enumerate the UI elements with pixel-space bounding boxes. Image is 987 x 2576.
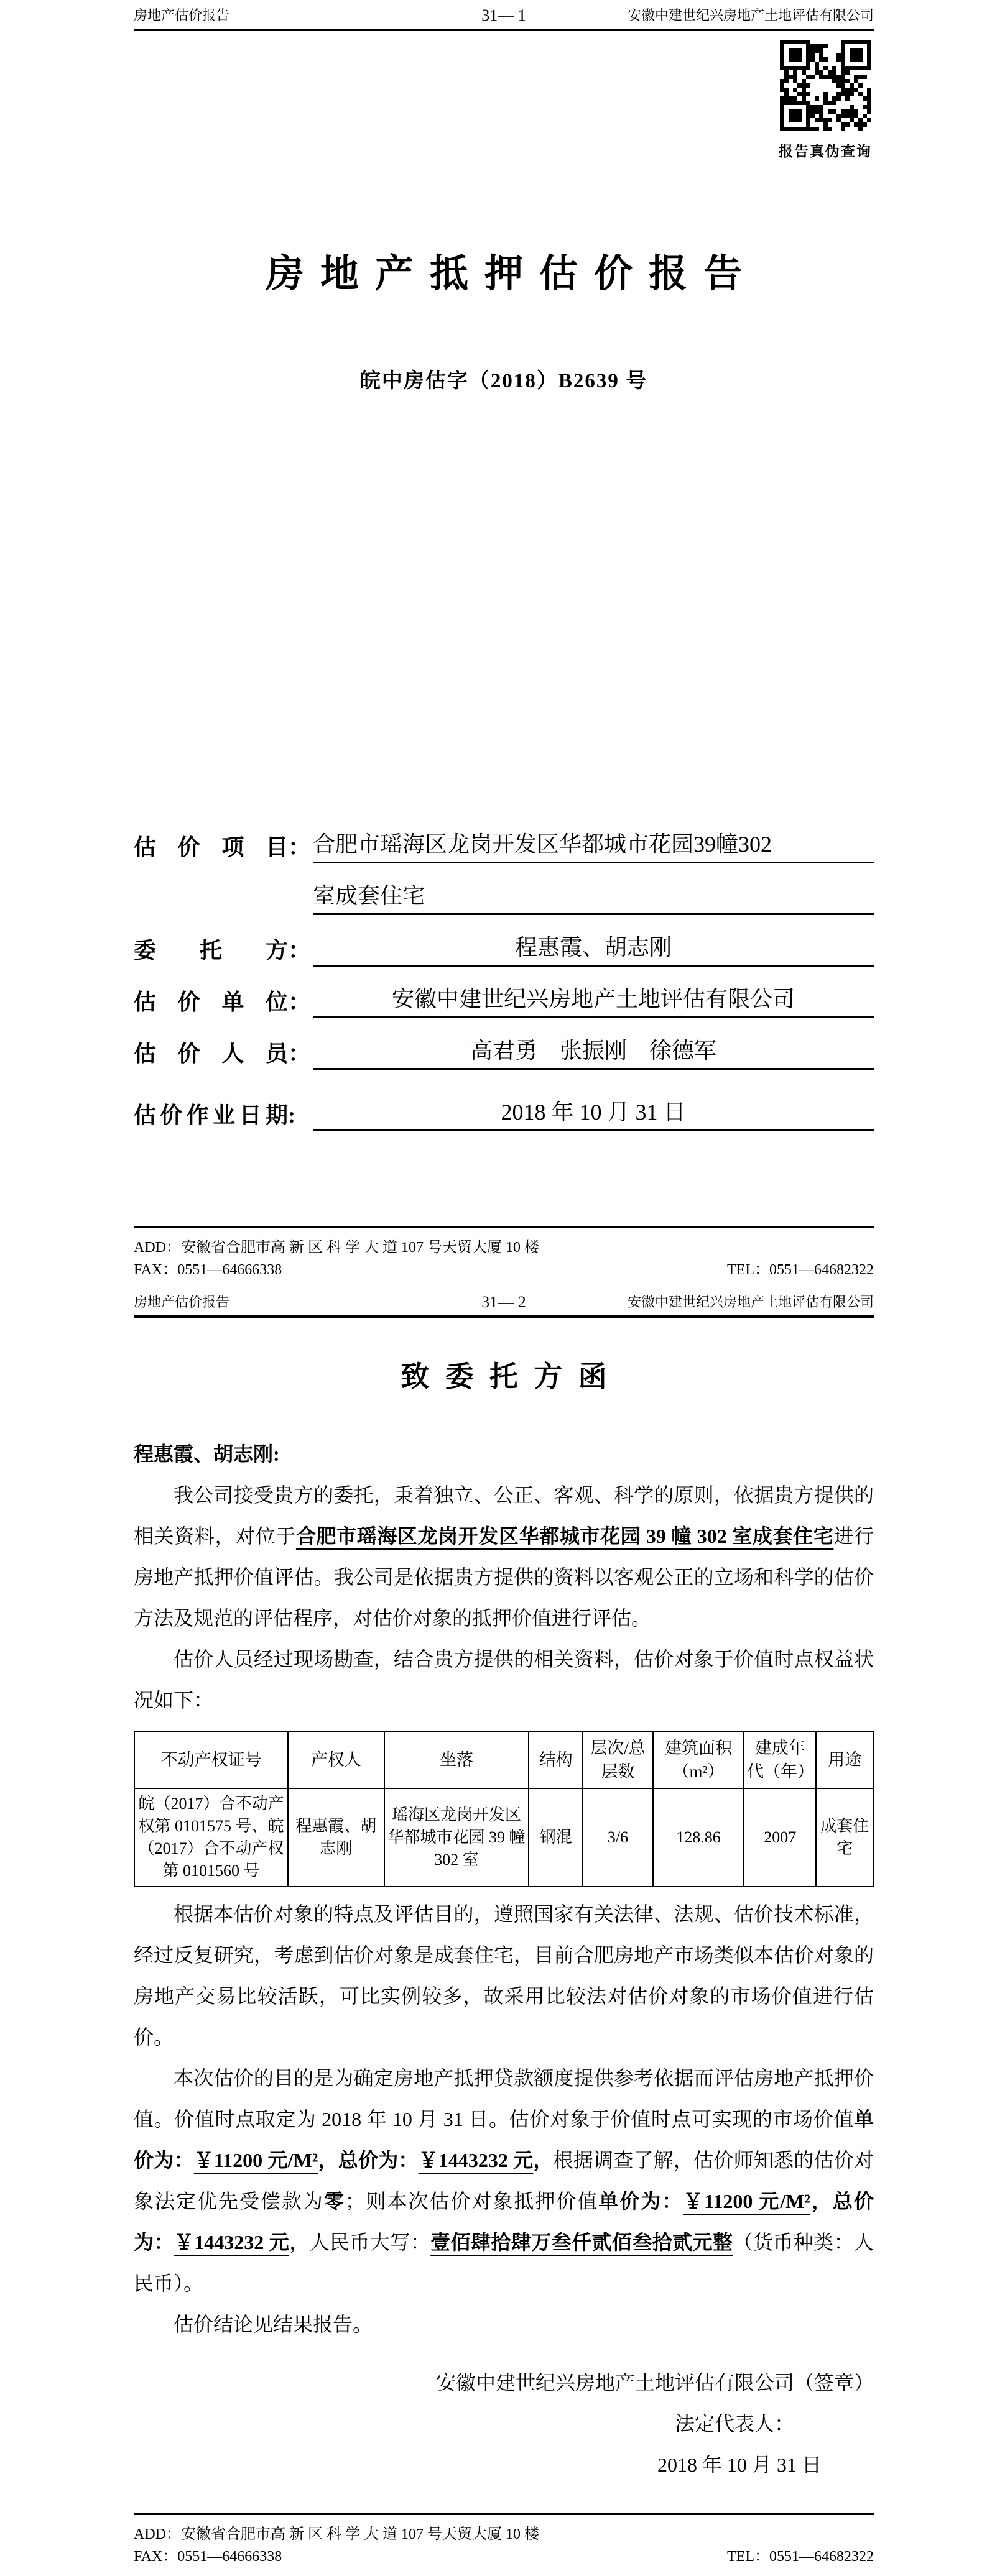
text-segment: ，人民币大写：: [289, 2231, 431, 2253]
table-cell: 2007: [744, 1788, 816, 1887]
qr-caption: 报告真伪查询: [779, 144, 872, 159]
text-segment: 单价为：: [598, 2190, 683, 2212]
field-label: 估价项目: [134, 835, 288, 860]
table-header-cell: 结构: [529, 1731, 583, 1788]
table-cell: 程惠霞、胡志刚: [288, 1788, 384, 1887]
field-label: 估价人员: [134, 1041, 288, 1066]
report-verification-qr: [776, 40, 874, 160]
table-header-cell: 用途: [816, 1731, 873, 1788]
field-colon: :: [288, 1103, 295, 1128]
text-segment: ；则本次估价对象抵押价值: [345, 2190, 599, 2212]
field-label: 估价单位: [134, 990, 288, 1014]
text-segment: ，: [533, 2149, 554, 2171]
table-header-cell: 产权人: [288, 1731, 384, 1788]
signature-block: [134, 2362, 874, 2485]
header-doc-type: 房地产估价报告: [134, 1294, 230, 1310]
field-colon: ：: [288, 938, 311, 963]
letter-salutation: 程惠霞、胡志刚:: [134, 1443, 280, 1465]
field-label: 估价作业日期: [134, 1103, 288, 1128]
cover-field-row: [134, 1034, 874, 1070]
cover-field-row: [134, 1096, 874, 1131]
footer-fax: FAX：0551—64666338: [134, 1262, 282, 1278]
paragraph: [134, 1639, 874, 1721]
signature-legal-rep: 法定代表人：: [674, 2413, 794, 2435]
footer-address: ADD：安徽省合肥市高 新 区 科 学 大 道 107 号天贸大厦 10 楼: [134, 1240, 539, 1256]
text-segment: ￥1443232 元: [418, 2149, 534, 2171]
field-value: 程惠霞、胡志刚: [313, 931, 874, 967]
text-segment: ￥11200 元/M²: [193, 2149, 318, 2171]
header-company-name: 安徽中建世纪兴房地产土地评估有限公司: [627, 1294, 874, 1310]
text-segment: 总价为：: [134, 2190, 874, 2253]
field-value: 高君勇 张振刚 徐德军: [313, 1034, 874, 1070]
header-company-name: 安徽中建世纪兴房地产土地评估有限公司: [627, 7, 874, 23]
paragraph: [134, 1474, 874, 1639]
text-segment: 估价结论见结果报告。: [174, 2313, 373, 2335]
text-segment: （货币种类：人民币）。: [134, 2231, 874, 2294]
table-header-cell: 不动产权证号: [134, 1731, 288, 1788]
header-page-number: 31— 1: [481, 6, 526, 24]
field-value: 安徽中建世纪兴房地产土地评估有限公司: [313, 983, 874, 1018]
footer-fax: FAX：0551—64666338: [134, 2549, 282, 2565]
field-colon: ：: [288, 1041, 311, 1066]
field-value: 2018 年 10 月 31 日: [313, 1096, 874, 1131]
table-cell: 3/6: [583, 1788, 653, 1887]
footer-rule: [134, 2513, 874, 2515]
text-segment: 进行房地产抵押价值评估。我公司是依据贵方提供的资料以客观公正的立场和科学的估价方法及规范的评估程序，对估价对象的抵押价值进行评估。: [134, 1525, 874, 1629]
text-segment: 根据本估价对象的特点及评估目的，遵照国家有关法律、法规、估价技术标准，经过反复研究，考虑到估价对象是成套住宅，目前合肥房地产市场类似本估价对象的房地产交易比较活跃，可比实例较多，故采用比较法对估价对象的市场价值进行估价。: [134, 1903, 874, 2048]
table-header-row: [134, 1731, 873, 1788]
footer-address: ADD：安徽省合肥市高 新 区 科 学 大 道 107 号天贸大厦 10 楼: [134, 2526, 539, 2542]
footer-rule: [134, 1226, 874, 1228]
footer-contacts: [134, 2547, 874, 2566]
letter-paragraphs: [134, 1893, 874, 2345]
paragraph: [134, 1893, 874, 2058]
report-title: 房地产抵押估价报告: [265, 253, 759, 295]
signature-company: 安徽中建世纪兴房地产土地评估有限公司（签章）: [435, 2371, 874, 2394]
text-segment: ，: [810, 2190, 833, 2212]
paragraph: [134, 2304, 874, 2345]
header-rule: [134, 29, 874, 31]
text-segment: 总价为：: [338, 2149, 419, 2171]
table-cell: 瑶海区龙岗开发区华都城市花园 39 幢 302 室: [384, 1788, 529, 1887]
cover-fields: [134, 828, 874, 1148]
property-info-table: [134, 1731, 874, 1887]
field-value: 合肥市瑶海区龙岗开发区华都城市花园39幢302: [313, 828, 874, 863]
text-segment: 零: [323, 2190, 345, 2212]
paragraph: [134, 2058, 874, 2304]
text-segment: 壹佰肆拾肆万叁仟贰佰叁拾贰元整: [430, 2231, 733, 2253]
text-segment: ￥1443232 元: [174, 2231, 290, 2253]
cover-field-row: [134, 880, 874, 915]
table-cell: 128.86: [653, 1788, 744, 1887]
table-cell: 钢混: [529, 1788, 583, 1887]
field-label: 委托方: [134, 938, 288, 963]
table-header-cell: 层次/总层数: [583, 1731, 653, 1788]
report-number: 皖中房估字（2018）B2639 号: [359, 370, 648, 392]
footer-contacts: [134, 1261, 874, 1279]
table-header-cell: 建成年代（年）: [744, 1731, 816, 1788]
cover-field-row: [134, 828, 874, 863]
signature-date: 2018 年 10 月 31 日: [657, 2454, 822, 2476]
footer-tel: TEL：0551—64682322: [727, 1262, 874, 1278]
field-colon: ：: [288, 835, 311, 860]
cover-field-row: [134, 931, 874, 967]
footer-tel: TEL：0551—64682322: [727, 2549, 874, 2565]
letter-paragraphs: [134, 1474, 874, 1721]
text-segment: 根据调查了解，估价师知悉的估价对象法定优先受偿款为: [134, 2149, 874, 2212]
text-segment: ，: [318, 2149, 338, 2171]
table-cell: 成套住宅: [816, 1788, 873, 1887]
text-segment: 我公司接受贵方的委托，秉着独立、公正、客观、科学的原则，依据贵方提供的相关资料，对位于: [134, 1484, 874, 1547]
letter-title: 致委托方函: [401, 1361, 623, 1392]
page1-running-header: [134, 7, 874, 24]
header-doc-type: 房地产估价报告: [134, 7, 230, 23]
header-rule: [134, 1315, 874, 1318]
table-cell: 皖（2017）合不动产权第 0101575 号、皖（2017）合不动产权第 0101560 号: [134, 1788, 288, 1887]
table-header-cell: 建筑面积（m²）: [653, 1731, 744, 1788]
page2-running-header: [134, 1294, 874, 1310]
text-segment: 单价为：: [134, 2108, 874, 2171]
table-header-cell: 坐落: [384, 1731, 529, 1788]
text-segment: ￥11200 元/M²: [683, 2190, 811, 2212]
table-data-row: [134, 1788, 873, 1887]
text-segment: 估价人员经过现场勘查，结合贵方提供的相关资料，估价对象于价值时点权益状况如下：: [134, 1648, 874, 1711]
field-value: 室成套住宅: [313, 880, 874, 915]
field-colon: ：: [288, 990, 311, 1014]
text-segment: 本次估价的目的是为确定房地产抵押贷款额度提供参考依据而评估房地产抵押价值。价值时点取定为 2018 年 10 月 31 日。估价对象于价值时点可实现的市场价值: [134, 2067, 874, 2130]
qr-code-icon: [780, 40, 871, 131]
text-segment: 合肥市瑶海区龙岗开发区华都城市花园 39 幢 302 室成套住宅: [295, 1525, 834, 1547]
letter-body: [134, 1433, 874, 2485]
header-page-number: 31— 2: [481, 1293, 526, 1311]
cover-field-row: [134, 983, 874, 1018]
